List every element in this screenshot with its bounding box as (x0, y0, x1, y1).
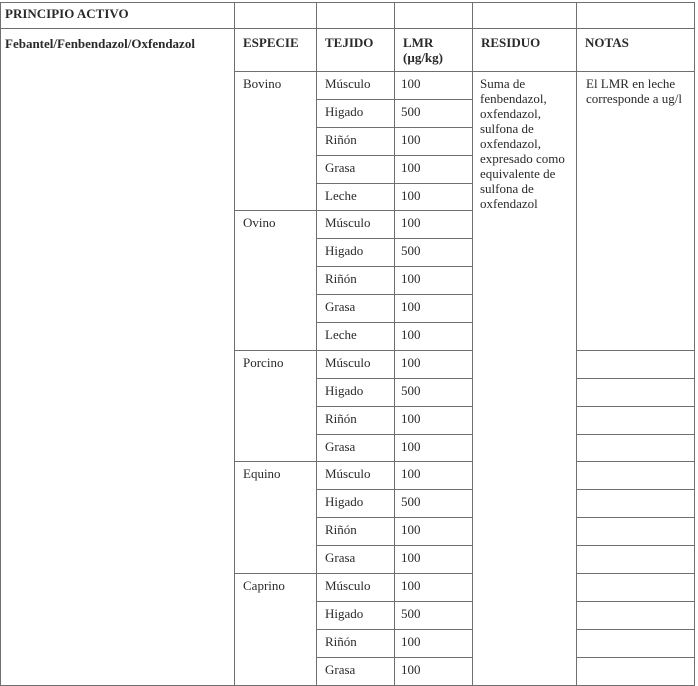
lmr-value-cell: 100 (395, 574, 473, 602)
lmr-value-cell: 500 (395, 378, 473, 406)
tissue-cell: Riñón (317, 629, 395, 657)
lmr-value-cell: 100 (395, 629, 473, 657)
species-cell: Caprino (235, 574, 317, 686)
tissue-cell: Higado (317, 601, 395, 629)
tissue-cell: Grasa (317, 155, 395, 183)
tissue-cell: Higado (317, 239, 395, 267)
empty-cell (473, 3, 577, 29)
lmr-value-cell: 100 (395, 267, 473, 295)
notes-empty-cell (577, 350, 695, 378)
tissue-cell: Higado (317, 490, 395, 518)
lmr-value-cell: 100 (395, 295, 473, 323)
lmr-header-line1: LMR (403, 35, 434, 50)
notes-empty-cell (577, 434, 695, 462)
tissue-cell: Músculo (317, 72, 395, 100)
species-cell: Equino (235, 462, 317, 574)
species-cell: Bovino (235, 72, 317, 211)
lmr-value-cell: 100 (395, 546, 473, 574)
lmr-value-cell: 500 (395, 490, 473, 518)
notas-column-header: NOTAS (577, 29, 695, 72)
tissue-cell: Higado (317, 99, 395, 127)
notes-empty-cell (577, 406, 695, 434)
tissue-cell: Riñón (317, 406, 395, 434)
tissue-cell: Músculo (317, 574, 395, 602)
notes-empty-cell (577, 490, 695, 518)
tissue-cell: Músculo (317, 211, 395, 239)
tissue-cell: Músculo (317, 462, 395, 490)
empty-cell (577, 3, 695, 29)
mrl-table-body (1, 3, 695, 686)
empty-cell (235, 3, 317, 29)
principio-activo-header: PRINCIPIO ACTIVO (1, 3, 235, 29)
column-header-row (1, 29, 695, 72)
lmr-value-cell: 100 (395, 406, 473, 434)
notes-cell: El LMR en leche corresponde a ug/l (577, 72, 695, 351)
species-cell: Ovino (235, 211, 317, 350)
notes-empty-cell (577, 462, 695, 490)
lmr-value-cell: 100 (395, 350, 473, 378)
tissue-cell: Grasa (317, 434, 395, 462)
tejido-column-header: TEJIDO (317, 29, 395, 72)
especie-column-header: ESPECIE (235, 29, 317, 72)
tissue-cell: Riñón (317, 267, 395, 295)
substance-name: Febantel/Fenbendazol/Oxfendazol (1, 29, 235, 686)
tissue-cell: Leche (317, 183, 395, 211)
tissue-cell: Grasa (317, 295, 395, 323)
residue-definition: Suma de fenbendazol, oxfendazol, sulfona de oxfendazol, expresado como equivalente de sulfona de oxfendazol (473, 72, 577, 686)
empty-cell (317, 3, 395, 29)
notes-empty-cell (577, 657, 695, 685)
tissue-cell: Grasa (317, 546, 395, 574)
lmr-value-cell: 500 (395, 239, 473, 267)
notes-empty-cell (577, 518, 695, 546)
tissue-cell: Leche (317, 323, 395, 351)
tissue-cell: Riñón (317, 127, 395, 155)
empty-cell (395, 3, 473, 29)
notes-empty-cell (577, 378, 695, 406)
lmr-value-cell: 500 (395, 601, 473, 629)
lmr-value-cell: 100 (395, 518, 473, 546)
notes-empty-cell (577, 574, 695, 602)
lmr-value-cell: 500 (395, 99, 473, 127)
mrl-table (0, 2, 695, 686)
lmr-value-cell: 100 (395, 72, 473, 100)
lmr-value-cell: 100 (395, 155, 473, 183)
document (0, 2, 695, 686)
lmr-value-cell: 100 (395, 323, 473, 351)
lmr-value-cell: 100 (395, 434, 473, 462)
lmr-value-cell: 100 (395, 657, 473, 685)
lmr-value-cell: 100 (395, 211, 473, 239)
notes-empty-cell (577, 546, 695, 574)
principio-activo-row (1, 3, 695, 29)
lmr-column-header (395, 29, 473, 72)
notes-empty-cell (577, 629, 695, 657)
species-cell: Porcino (235, 350, 317, 462)
tissue-cell: Riñón (317, 518, 395, 546)
notes-empty-cell (577, 601, 695, 629)
tissue-cell: Músculo (317, 350, 395, 378)
lmr-header-line2: (µg/kg) (403, 50, 443, 65)
lmr-value-cell: 100 (395, 183, 473, 211)
lmr-value-cell: 100 (395, 127, 473, 155)
lmr-value-cell: 100 (395, 462, 473, 490)
tissue-cell: Grasa (317, 657, 395, 685)
tissue-cell: Higado (317, 378, 395, 406)
residuo-column-header: RESIDUO (473, 29, 577, 72)
